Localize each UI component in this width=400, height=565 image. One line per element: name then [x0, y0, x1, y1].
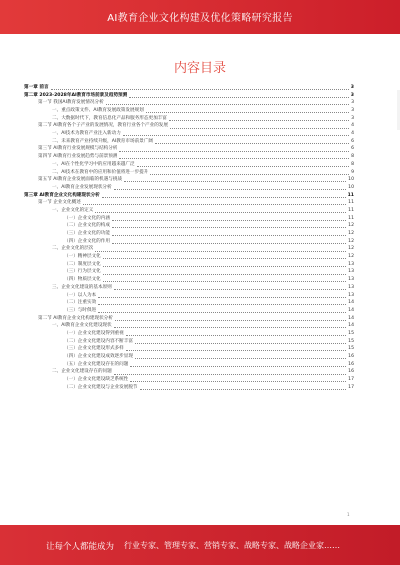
toc-leader-dots: [51, 89, 349, 90]
toc-row[interactable]: [24, 322, 354, 330]
toc-page-number: 17: [348, 377, 354, 383]
toc-leader-dots: [119, 151, 349, 152]
report-title: AI教育企业文化构建及优化策略研究报告: [107, 13, 293, 24]
toc-entry-text: （三）企业文化的功能: [64, 231, 110, 237]
toc-page-number: 13: [348, 261, 354, 267]
toc-entry-text: 第三章 AI教育企业文化构建现状分析: [24, 192, 100, 198]
toc-leader-dots: [140, 389, 347, 390]
toc-row[interactable]: [24, 253, 354, 261]
toc-entry-text: 一、AI教育企业文化建设现状: [52, 323, 112, 329]
toc-leader-dots: [98, 312, 346, 313]
toc-entry-text: （一）企业文化建设缺乏系统性: [64, 377, 129, 383]
toc-row[interactable]: [24, 153, 354, 161]
toc-row[interactable]: [24, 146, 354, 154]
toc-entry-text: （四）企业文化的作用: [64, 238, 110, 244]
toc-page-number: 8: [351, 161, 354, 167]
toc-page-number: 3: [351, 115, 354, 121]
toc-leader-dots: [103, 274, 346, 275]
toc-leader-dots: [103, 281, 346, 282]
toc-leader-dots: [170, 128, 349, 129]
footer-slogan: 让每个人都能成为: [46, 542, 115, 552]
toc-leader-dots: [112, 235, 346, 236]
toc-entry-text: （三）企业文化建设形式多样: [64, 346, 124, 352]
footer-roles: 行业专家、管理专家、营销专家、战略专家、战略企业家……: [124, 541, 340, 550]
toc-entry-text: （一）精神层文化: [64, 254, 101, 260]
toc-entry-text: 第三节 AI教育行业发展规模与结构分析: [38, 146, 118, 152]
toc-page-number: 12: [348, 223, 354, 229]
toc-leader-dots: [126, 350, 346, 351]
toc-page-number: 15: [348, 346, 354, 352]
toc-row[interactable]: [24, 199, 354, 207]
toc-row[interactable]: [24, 361, 354, 369]
table-of-contents: [24, 84, 354, 392]
toc-row[interactable]: [24, 222, 354, 230]
toc-leader-dots: [103, 258, 346, 259]
toc-row[interactable]: [24, 245, 354, 253]
toc-entry-text: （二）企业文化建设与企业发展脱节: [64, 384, 138, 390]
toc-leader-dots: [98, 304, 346, 305]
toc-leader-dots: [123, 135, 349, 136]
toc-page-number: 11: [348, 207, 354, 213]
toc-leader-dots: [98, 297, 346, 298]
report-header: [0, 0, 400, 34]
toc-leader-dots: [112, 220, 346, 221]
toc-leader-dots: [114, 327, 347, 328]
toc-leader-dots: [126, 335, 346, 336]
toc-leader-dots: [83, 204, 346, 205]
toc-row[interactable]: [24, 192, 354, 200]
toc-leader-dots: [106, 104, 349, 105]
toc-page-number: 3: [350, 84, 354, 90]
toc-entry-text: 第五节 AI教育企业发展面临的机遇与挑战: [38, 177, 123, 183]
toc-entry-text: 一、重点政策文件、AI教育发展政策发展规划: [52, 108, 144, 114]
toc-row[interactable]: [24, 238, 354, 246]
toc-entry-text: （一）企业文化的内涵: [64, 215, 110, 221]
toc-page-number: 14: [348, 300, 354, 306]
toc-page-number: 16: [348, 361, 354, 367]
toc-entry-text: 二、企业文化建设存在的问题: [52, 369, 112, 375]
toc-page-number: 3: [351, 108, 354, 114]
toc-row[interactable]: [24, 207, 354, 215]
toc-page-number: 12: [348, 254, 354, 260]
toc-leader-dots: [102, 197, 346, 198]
toc-entry-text: 三、企业文化建设的基本原则: [52, 284, 112, 290]
toc-row[interactable]: [24, 184, 354, 192]
toc-leader-dots: [103, 266, 346, 267]
toc-entry-text: 第一节 我国AI教育发展情况分析: [38, 100, 104, 106]
toc-entry-text: 第一节 企业文化概述: [38, 200, 81, 206]
toc-row[interactable]: [24, 330, 354, 338]
toc-page-number: 12: [348, 246, 354, 252]
toc-entry-text: （二）制度层文化: [64, 261, 101, 267]
toc-row[interactable]: [24, 138, 354, 146]
toc-row[interactable]: [24, 284, 354, 292]
toc-entry-text: 一、AI在个性化学习中的应用越来越广泛: [52, 161, 135, 167]
toc-page-number: 14: [348, 315, 354, 321]
toc-row[interactable]: [24, 215, 354, 223]
toc-entry-text: （二）注重实效: [64, 300, 97, 306]
toc-row[interactable]: [24, 269, 354, 277]
toc-entry-text: 一、企业文化的定义: [52, 207, 94, 213]
toc-entry-text: 二、大数据时代下，教育信息化产品和服务形态更加丰富: [52, 115, 167, 121]
toc-leader-dots: [129, 97, 349, 98]
toc-entry-text: 一、AI教育企业发展现状分析: [52, 184, 112, 190]
toc-page-number: 13: [348, 284, 354, 290]
toc-entry-text: （五）企业文化建设存在的问题: [64, 361, 129, 367]
toc-entry-text: 二、企业文化的层次: [52, 246, 94, 252]
toc-row[interactable]: [24, 176, 354, 184]
toc-page-number: 4: [351, 131, 354, 137]
toc-entry-text: （四）企业文化建设成效逐步显现: [64, 354, 133, 360]
toc-row[interactable]: [24, 122, 354, 130]
toc-row[interactable]: [24, 161, 354, 169]
toc-page-number: 3: [351, 100, 354, 106]
toc-entry-text: 第二章 2023-2028年AI教育市场前景及趋势预测: [24, 92, 128, 98]
toc-leader-dots: [135, 358, 346, 359]
toc-entry-text: （四）物质层文化: [64, 277, 101, 283]
toc-page-number: 12: [348, 231, 354, 237]
toc-page-number: 13: [348, 269, 354, 275]
toc-page-number: 6: [351, 146, 354, 152]
toc-row[interactable]: [24, 107, 354, 115]
toc-leader-dots: [130, 381, 346, 382]
toc-page-number: 14: [348, 307, 354, 313]
toc-leader-dots: [114, 374, 346, 375]
toc-page-number: 11: [348, 215, 354, 221]
toc-page-number: 16: [348, 354, 354, 360]
toc-entry-text: 第二节 AI教育企业文化构建现状分析: [38, 315, 113, 321]
toc-row[interactable]: [24, 230, 354, 238]
toc-leader-dots: [112, 243, 346, 244]
toc-row[interactable]: [24, 376, 354, 384]
toc-page-number: 4: [351, 123, 354, 129]
toc-entry-text: 第二节 AI教育各个子产业的发展情况，教育行业各个产业的发展: [38, 123, 168, 129]
toc-entry-text: （一）企业文化建设得到重视: [64, 330, 124, 336]
toc-row[interactable]: [24, 299, 354, 307]
toc-entry-text: 二、未来教育产业持续升级，AI教育市场前景广阔: [52, 138, 153, 144]
toc-page-number: 17: [348, 384, 354, 390]
toc-entry-text: （三）与时俱进: [64, 307, 97, 313]
toc-row[interactable]: [24, 115, 354, 123]
toc-page-number: 14: [348, 323, 354, 329]
toc-leader-dots: [114, 189, 347, 190]
toc-page-number: 11: [347, 192, 354, 198]
toc-page-number: 13: [348, 292, 354, 298]
toc-row[interactable]: [24, 99, 354, 107]
toc-row[interactable]: [24, 353, 354, 361]
toc-entry-text: 二、AI技术在教育中的应用和价值将进一步提升: [52, 169, 149, 175]
toc-leader-dots: [115, 320, 346, 321]
toc-row[interactable]: [24, 345, 354, 353]
toc-row[interactable]: [24, 130, 354, 138]
toc-leader-dots: [155, 143, 349, 144]
toc-row[interactable]: [24, 368, 354, 376]
toc-entry-text: 第一章 前言: [24, 84, 49, 90]
toc-page-number: 13: [348, 277, 354, 283]
toc-entry-text: 一、AI技术为教育产业注入新动力: [52, 131, 121, 137]
toc-page-number: 10: [348, 177, 354, 183]
toc-row[interactable]: [24, 338, 354, 346]
toc-leader-dots: [150, 174, 349, 175]
toc-row[interactable]: [24, 315, 354, 323]
page-number: 1: [347, 512, 350, 517]
toc-leader-dots: [95, 212, 346, 213]
toc-page-number: 9: [351, 169, 354, 175]
toc-page-number: 11: [348, 200, 354, 206]
toc-row[interactable]: [24, 169, 354, 177]
toc-leader-dots: [112, 227, 346, 228]
toc-page-number: 3: [350, 92, 354, 98]
toc-leader-dots: [124, 181, 346, 182]
toc-leader-dots: [137, 166, 349, 167]
toc-leader-dots: [169, 120, 349, 121]
toc-row[interactable]: [24, 307, 354, 315]
toc-page-number: 15: [348, 330, 354, 336]
toc-row[interactable]: [24, 261, 354, 269]
toc-entry-text: 第四节 AI教育行业发展趋势与前景预测: [38, 154, 118, 160]
toc-row[interactable]: [24, 276, 354, 284]
toc-page-number: 10: [348, 184, 354, 190]
toc-leader-dots: [95, 251, 346, 252]
toc-row[interactable]: [24, 384, 354, 392]
toc-page-number: 12: [348, 238, 354, 244]
toc-entry-text: （二）企业文化的构成: [64, 223, 110, 229]
toc-leader-dots: [135, 343, 346, 344]
footer-banner: [0, 525, 400, 565]
toc-page-number: 6: [351, 138, 354, 144]
toc-entry-text: （三）行为层文化: [64, 269, 101, 275]
toc-row[interactable]: [24, 292, 354, 300]
toc-page-number: 8: [351, 154, 354, 160]
toc-entry-text: （一）以人为本: [64, 292, 97, 298]
toc-page-number: 16: [348, 369, 354, 375]
toc-leader-dots: [130, 366, 346, 367]
toc-row[interactable]: [24, 92, 354, 100]
toc-entry-text: （二）企业文化建设内容不断丰富: [64, 338, 133, 344]
toc-leader-dots: [114, 289, 346, 290]
toc-leader-dots: [119, 158, 349, 159]
toc-title: 内容目录: [173, 61, 226, 76]
toc-leader-dots: [146, 112, 349, 113]
toc-page-number: 15: [348, 338, 354, 344]
toc-row[interactable]: [24, 84, 354, 92]
